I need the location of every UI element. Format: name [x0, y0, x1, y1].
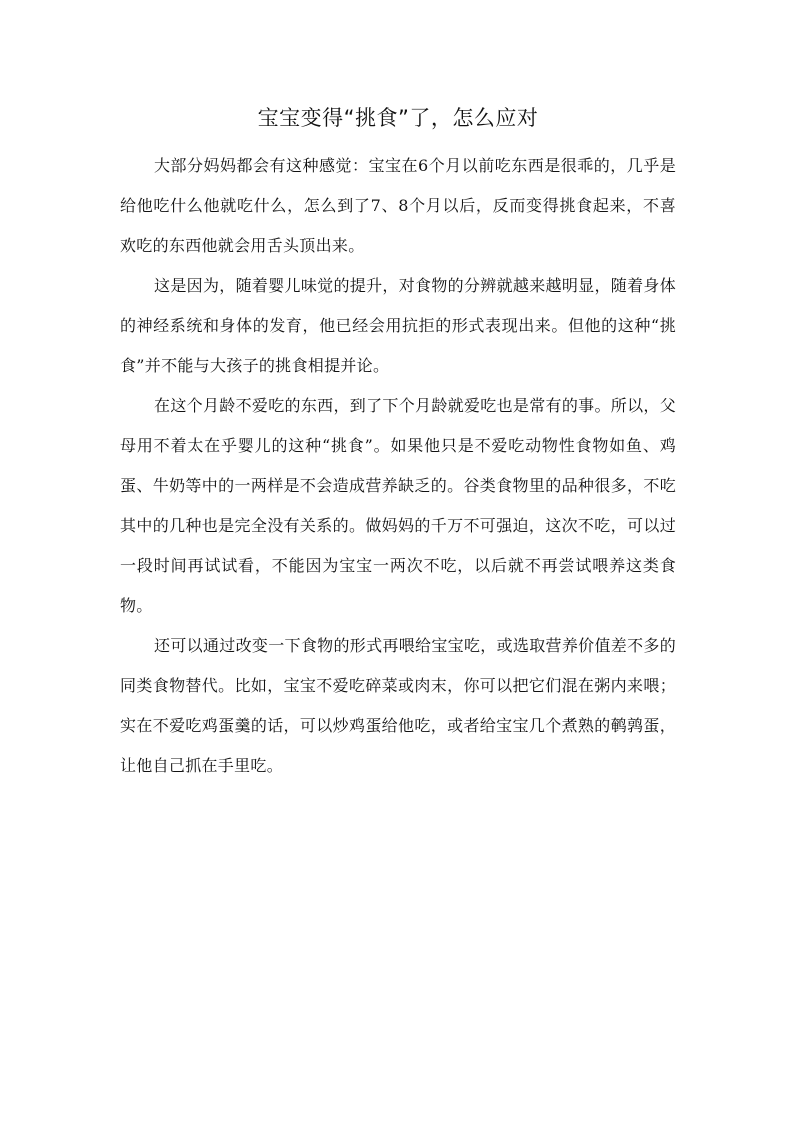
paragraph-2: 这是因为，随着婴儿味觉的提升，对食物的分辨就越来越明显，随着身体的神经系统和身体的发育，他已经会用抗拒的形式表现出来。但他的这种“挑食”并不能与大孩子的挑食相提并论。 [120, 276, 676, 375]
document-title: 宝宝变得“挑食”了，怎么应对 [257, 106, 539, 130]
paragraph-3: 在这个月龄不爱吃的东西，到了下个月龄就爱吃也是常有的事。所以，父母用不着太在乎婴儿的这种“挑食”。如果他只是不爱吃动物性食物如鱼、鸡蛋、牛奶等中的一两样是不会造成营养缺乏的。谷类食物里的品种很多，不吃其中的几种也是完全没有关系的。做妈妈的千万不可强迫，这次不吃，可以过一段时间再试试看，不能因为宝宝一两次不吃，以后就不再尝试喂养这类食物。 [120, 396, 676, 615]
paragraph-1: 大部分妈妈都会有这种感觉：宝宝在6个月以前吃东西是很乖的，几乎是给他吃什么他就吃什么，怎么到了7、8个月以后，反而变得挑食起来，不喜欢吃的东西他就会用舌头顶出来。 [120, 156, 676, 255]
paragraph-4: 还可以通过改变一下食物的形式再喂给宝宝吃，或选取营养价值差不多的同类食物替代。比如，宝宝不爱吃碎菜或肉末，你可以把它们混在粥内来喂；实在不爱吃鸡蛋羹的话，可以炒鸡蛋给他吃，或者给宝宝几个煮熟的鹌鹑蛋，让他自己抓在手里吃。 [120, 636, 676, 775]
